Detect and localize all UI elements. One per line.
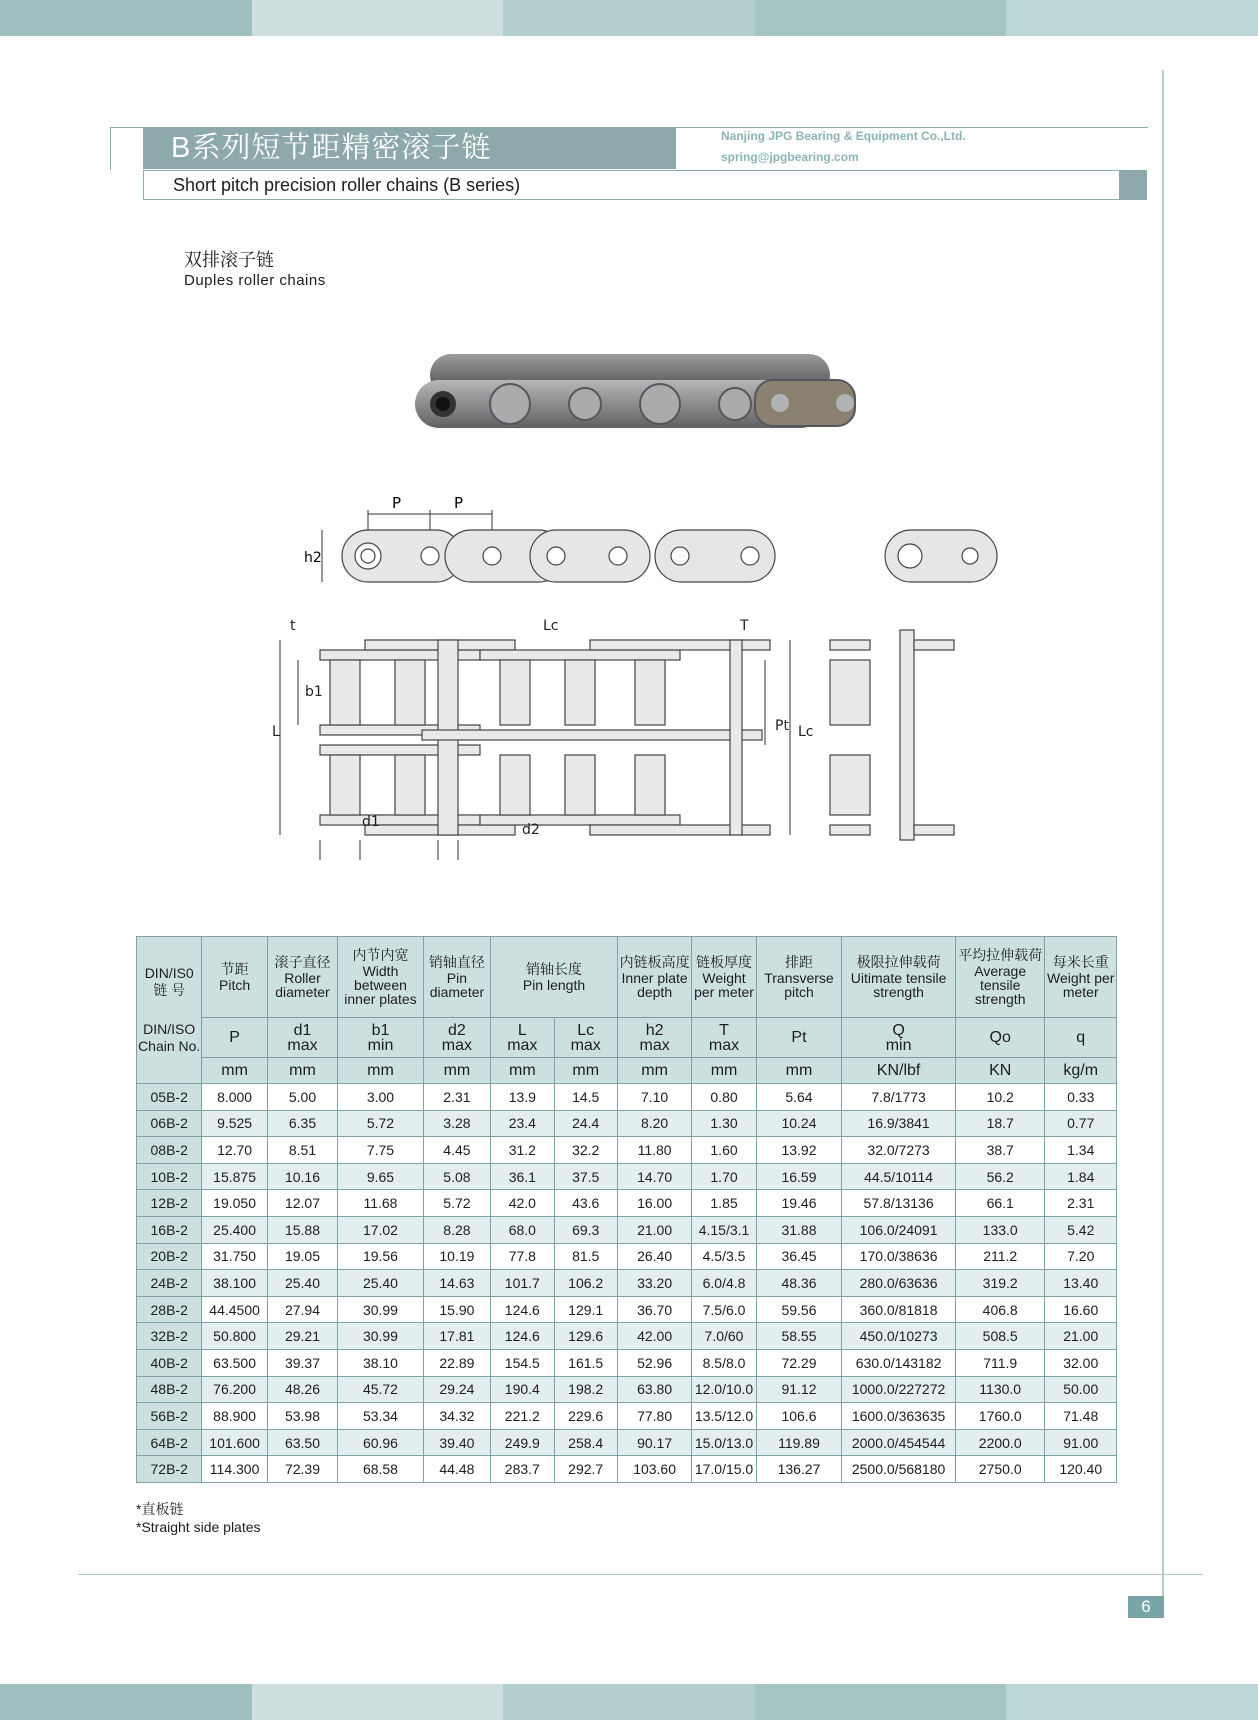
- label-L: L: [272, 724, 280, 740]
- table-cell: 31.88: [756, 1216, 842, 1243]
- chain-number-cell: 10B-2: [137, 1163, 202, 1190]
- table-cell: 124.6: [491, 1323, 554, 1350]
- col-plate-depth-header: 内链板高度 Inner plate depth: [617, 937, 691, 1018]
- table-cell: 72.29: [756, 1349, 842, 1376]
- chain-number-cell: 64B-2: [137, 1429, 202, 1456]
- table-cell: 48.36: [756, 1270, 842, 1297]
- table-cell: 63.500: [202, 1349, 267, 1376]
- label-Lc-side: Lc: [798, 724, 814, 740]
- table-cell: 10.19: [423, 1243, 490, 1270]
- table-cell: 42.00: [617, 1323, 691, 1350]
- table-cell: 7.20: [1045, 1243, 1117, 1270]
- table-cell: 7.0/60: [692, 1323, 756, 1350]
- table-cell: 58.55: [756, 1323, 842, 1350]
- table-cell: 77.8: [491, 1243, 554, 1270]
- table-cell: 508.5: [955, 1323, 1045, 1350]
- table-cell: 114.300: [202, 1456, 267, 1483]
- table-row: [137, 1243, 1117, 1270]
- label-d1: d1: [362, 814, 380, 830]
- table-cell: 68.58: [338, 1456, 424, 1483]
- table-cell: 450.0/10273: [842, 1323, 956, 1350]
- table-cell: 25.400: [202, 1216, 267, 1243]
- table-cell: 106.6: [756, 1403, 842, 1430]
- table-cell: 11.68: [338, 1190, 424, 1217]
- table-cell: 66.1: [955, 1190, 1045, 1217]
- table-cell: 32.0/7273: [842, 1137, 956, 1164]
- table-cell: 8.28: [423, 1216, 490, 1243]
- table-cell: 24.4: [554, 1110, 617, 1137]
- table-cell: 258.4: [554, 1429, 617, 1456]
- table-cell: 31.750: [202, 1243, 267, 1270]
- page-title-en: Short pitch precision roller chains (B series): [143, 170, 1147, 200]
- table-cell: 42.0: [491, 1190, 554, 1217]
- table-cell: 1.30: [692, 1110, 756, 1137]
- table-cell: 1600.0/363635: [842, 1403, 956, 1430]
- table-cell: 221.2: [491, 1403, 554, 1430]
- table-cell: 6.0/4.8: [692, 1270, 756, 1297]
- duplex-chain-photo: [410, 340, 870, 470]
- table-cell: 11.80: [617, 1137, 691, 1164]
- table-cell: 44.5/10114: [842, 1163, 956, 1190]
- footnote-cn: *直板链: [136, 1501, 184, 1517]
- table-cell: 406.8: [955, 1296, 1045, 1323]
- table-cell: 36.70: [617, 1296, 691, 1323]
- section-title-en: Duples roller chains: [184, 272, 326, 289]
- table-row: [137, 1349, 1117, 1376]
- table-cell: 13.40: [1045, 1270, 1117, 1297]
- table-cell: 1.84: [1045, 1163, 1117, 1190]
- col-ultimate-header: 极限拉伸载荷 Uitimate tensile strength: [842, 937, 956, 1018]
- table-cell: 129.6: [554, 1323, 617, 1350]
- table-cell: 63.50: [267, 1429, 337, 1456]
- bottom-color-band: [0, 1684, 1258, 1720]
- table-cell: 1.34: [1045, 1137, 1117, 1164]
- table-cell: 13.92: [756, 1137, 842, 1164]
- table-cell: 57.8/13136: [842, 1190, 956, 1217]
- table-cell: 136.27: [756, 1456, 842, 1483]
- table-cell: 283.7: [491, 1456, 554, 1483]
- col-pin-length-header: 销轴长度 Pin length: [491, 937, 618, 1018]
- table-cell: 3.28: [423, 1110, 490, 1137]
- table-cell: 27.94: [267, 1296, 337, 1323]
- label-h2: h2: [304, 550, 322, 566]
- col-pin-dia-header: 销轴直径 Pin diameter: [423, 937, 490, 1018]
- table-cell: 12.07: [267, 1190, 337, 1217]
- table-cell: 190.4: [491, 1376, 554, 1403]
- table-cell: 8.20: [617, 1110, 691, 1137]
- label-Pt: Pt: [775, 718, 789, 734]
- col-transverse-header: 排距 Transverse pitch: [756, 937, 842, 1018]
- table-cell: 50.800: [202, 1323, 267, 1350]
- col-width-header: 内节内宽 Width between inner plates: [338, 937, 424, 1018]
- col-weight-header: 每米长重 Weight per meter: [1045, 937, 1117, 1018]
- label-t: t: [290, 618, 296, 634]
- table-cell: 13.9: [491, 1084, 554, 1111]
- table-cell: 211.2: [955, 1243, 1045, 1270]
- table-cell: 16.00: [617, 1190, 691, 1217]
- table-cell: 101.7: [491, 1270, 554, 1297]
- table-cell: 161.5: [554, 1349, 617, 1376]
- table-cell: 360.0/81818: [842, 1296, 956, 1323]
- table-cell: 44.48: [423, 1456, 490, 1483]
- chain-number-cell: 56B-2: [137, 1403, 202, 1430]
- col-roller-header: 滚子直径 Roller diameter: [267, 937, 337, 1018]
- table-cell: 14.63: [423, 1270, 490, 1297]
- table-cell: 59.56: [756, 1296, 842, 1323]
- right-margin-rule: [1162, 70, 1164, 1610]
- table-cell: 16.60: [1045, 1296, 1117, 1323]
- table-cell: 32.2: [554, 1137, 617, 1164]
- table-cell: 14.70: [617, 1163, 691, 1190]
- table-cell: 120.40: [1045, 1456, 1117, 1483]
- table-cell: 26.40: [617, 1243, 691, 1270]
- table-cell: 1.85: [692, 1190, 756, 1217]
- table-cell: 0.77: [1045, 1110, 1117, 1137]
- table-cell: 2000.0/454544: [842, 1429, 956, 1456]
- chain-number-cell: 40B-2: [137, 1349, 202, 1376]
- table-cell: 34.32: [423, 1403, 490, 1430]
- table-cell: 56.2: [955, 1163, 1045, 1190]
- table-cell: 0.80: [692, 1084, 756, 1111]
- page-number: 6: [1128, 1596, 1164, 1618]
- table-cell: 77.80: [617, 1403, 691, 1430]
- table-row: [137, 1323, 1117, 1350]
- table-cell: 5.64: [756, 1084, 842, 1111]
- table-cell: 106.0/24091: [842, 1216, 956, 1243]
- table-cell: 22.89: [423, 1349, 490, 1376]
- table-cell: 50.00: [1045, 1376, 1117, 1403]
- table-cell: 69.3: [554, 1216, 617, 1243]
- page-title-cn: B系列短节距精密滚子链: [143, 127, 676, 169]
- table-cell: 5.08: [423, 1163, 490, 1190]
- table-cell: 91.12: [756, 1376, 842, 1403]
- table-cell: 1.70: [692, 1163, 756, 1190]
- table-header-row-symbols: P d1 max b1 min d2 max L max Lc max h2 max T max Pt Q min Qo q: [137, 1018, 1117, 1058]
- table-cell: 1000.0/227272: [842, 1376, 956, 1403]
- table-cell: 1760.0: [955, 1403, 1045, 1430]
- table-cell: 23.4: [491, 1110, 554, 1137]
- table-cell: 52.96: [617, 1349, 691, 1376]
- table-cell: 198.2: [554, 1376, 617, 1403]
- chain-spec-table: [136, 936, 1117, 1483]
- table-row: [137, 1163, 1117, 1190]
- table-cell: 36.1: [491, 1163, 554, 1190]
- table-cell: 15.0/13.0: [692, 1429, 756, 1456]
- table-cell: 19.050: [202, 1190, 267, 1217]
- label-T: T: [740, 618, 749, 634]
- table-cell: 5.72: [338, 1110, 424, 1137]
- table-cell: 8.51: [267, 1137, 337, 1164]
- table-cell: 71.48: [1045, 1403, 1117, 1430]
- table-cell: 17.81: [423, 1323, 490, 1350]
- table-cell: 1.60: [692, 1137, 756, 1164]
- table-cell: 53.34: [338, 1403, 424, 1430]
- table-row: [137, 1110, 1117, 1137]
- table-cell: 5.72: [423, 1190, 490, 1217]
- table-cell: 133.0: [955, 1216, 1045, 1243]
- label-Lc-top: Lc: [543, 618, 559, 634]
- footnote-en: *Straight side plates: [136, 1519, 261, 1535]
- table-cell: 124.6: [491, 1296, 554, 1323]
- table-row: [137, 1137, 1117, 1164]
- table-cell: 48.26: [267, 1376, 337, 1403]
- col-pitch-header: 节距 Pitch: [202, 937, 267, 1018]
- table-cell: 2.31: [423, 1084, 490, 1111]
- table-cell: 17.02: [338, 1216, 424, 1243]
- table-cell: 90.17: [617, 1429, 691, 1456]
- table-cell: 7.10: [617, 1084, 691, 1111]
- table-cell: 44.4500: [202, 1296, 267, 1323]
- table-cell: 17.0/15.0: [692, 1456, 756, 1483]
- table-cell: 2200.0: [955, 1429, 1045, 1456]
- table-cell: 9.525: [202, 1110, 267, 1137]
- table-cell: 15.88: [267, 1216, 337, 1243]
- header-accent-block: [1119, 170, 1147, 200]
- table-cell: 2.31: [1045, 1190, 1117, 1217]
- table-cell: 280.0/63636: [842, 1270, 956, 1297]
- table-cell: 6.35: [267, 1110, 337, 1137]
- table-header-row-names: [137, 937, 1117, 1018]
- label-P-1: P: [392, 494, 402, 512]
- table-cell: 711.9: [955, 1349, 1045, 1376]
- table-cell: 30.99: [338, 1296, 424, 1323]
- chain-number-cell: 24B-2: [137, 1270, 202, 1297]
- table-cell: 39.37: [267, 1349, 337, 1376]
- table-row: [137, 1429, 1117, 1456]
- section-title-cn: 双排滚子链: [184, 250, 274, 270]
- table-cell: 13.5/12.0: [692, 1403, 756, 1430]
- table-body: [137, 1084, 1117, 1483]
- table-cell: 53.98: [267, 1403, 337, 1430]
- table-cell: 249.9: [491, 1429, 554, 1456]
- chain-number-cell: 08B-2: [137, 1137, 202, 1164]
- table-cell: 5.42: [1045, 1216, 1117, 1243]
- table-cell: 31.2: [491, 1137, 554, 1164]
- table-cell: 60.96: [338, 1429, 424, 1456]
- table-cell: 129.1: [554, 1296, 617, 1323]
- table-cell: 4.45: [423, 1137, 490, 1164]
- table-cell: 170.0/38636: [842, 1243, 956, 1270]
- table-cell: 16.9/3841: [842, 1110, 956, 1137]
- table-cell: 68.0: [491, 1216, 554, 1243]
- label-P-2: P: [454, 494, 464, 512]
- table-cell: 154.5: [491, 1349, 554, 1376]
- table-header-row-units: mm mm mm mm mm mm mm mm mm KN/lbf KN kg/m: [137, 1058, 1117, 1084]
- chain-number-cell: 72B-2: [137, 1456, 202, 1483]
- chain-number-cell: 16B-2: [137, 1216, 202, 1243]
- table-cell: 38.7: [955, 1137, 1045, 1164]
- company-email: spring@jpgbearing.com: [721, 150, 859, 164]
- table-cell: 91.00: [1045, 1429, 1117, 1456]
- table-cell: 81.5: [554, 1243, 617, 1270]
- chain-number-cell: 28B-2: [137, 1296, 202, 1323]
- table-cell: 12.70: [202, 1137, 267, 1164]
- table-cell: 29.21: [267, 1323, 337, 1350]
- chain-number-cell: 32B-2: [137, 1323, 202, 1350]
- table-cell: 7.5/6.0: [692, 1296, 756, 1323]
- table-cell: 319.2: [955, 1270, 1045, 1297]
- table-cell: 29.24: [423, 1376, 490, 1403]
- table-cell: 101.600: [202, 1429, 267, 1456]
- table-row: [137, 1270, 1117, 1297]
- table-cell: 630.0/143182: [842, 1349, 956, 1376]
- table-cell: 45.72: [338, 1376, 424, 1403]
- table-cell: 72.39: [267, 1456, 337, 1483]
- col-average-header: 平均拉伸载荷 Average tensile strength: [955, 937, 1045, 1018]
- label-b1: b1: [305, 684, 323, 700]
- table-row: [137, 1376, 1117, 1403]
- table-cell: 5.00: [267, 1084, 337, 1111]
- chain-number-cell: 48B-2: [137, 1376, 202, 1403]
- table-cell: 7.75: [338, 1137, 424, 1164]
- table-cell: 32.00: [1045, 1349, 1117, 1376]
- table-cell: 21.00: [1045, 1323, 1117, 1350]
- table-cell: 16.59: [756, 1163, 842, 1190]
- table-cell: 25.40: [338, 1270, 424, 1297]
- table-cell: 19.56: [338, 1243, 424, 1270]
- table-cell: 229.6: [554, 1403, 617, 1430]
- table-cell: 10.24: [756, 1110, 842, 1137]
- col-chain-no-header: DIN/IS0 链 号 DIN/ISO Chain No.: [137, 937, 202, 1084]
- table-cell: 76.200: [202, 1376, 267, 1403]
- table-cell: 12.0/10.0: [692, 1376, 756, 1403]
- table-cell: 10.2: [955, 1084, 1045, 1111]
- table-row: [137, 1216, 1117, 1243]
- table-cell: 2500.0/568180: [842, 1456, 956, 1483]
- table-cell: 30.99: [338, 1323, 424, 1350]
- table-cell: 10.16: [267, 1163, 337, 1190]
- table-row: [137, 1296, 1117, 1323]
- table-cell: 19.46: [756, 1190, 842, 1217]
- chain-number-cell: 12B-2: [137, 1190, 202, 1217]
- table-cell: 8.000: [202, 1084, 267, 1111]
- table-cell: 43.6: [554, 1190, 617, 1217]
- company-name: Nanjing JPG Bearing & Equipment Co.,Ltd.: [721, 129, 966, 143]
- table-cell: 88.900: [202, 1403, 267, 1430]
- table-cell: 39.40: [423, 1429, 490, 1456]
- label-d2: d2: [522, 822, 540, 838]
- table-cell: 1130.0: [955, 1376, 1045, 1403]
- table-cell: 15.875: [202, 1163, 267, 1190]
- footnote: [136, 1500, 261, 1536]
- table-cell: 8.5/8.0: [692, 1349, 756, 1376]
- table-cell: 63.80: [617, 1376, 691, 1403]
- table-cell: 15.90: [423, 1296, 490, 1323]
- table-cell: 14.5: [554, 1084, 617, 1111]
- table-cell: 292.7: [554, 1456, 617, 1483]
- table-cell: 9.65: [338, 1163, 424, 1190]
- table-cell: 18.7: [955, 1110, 1045, 1137]
- table-cell: 33.20: [617, 1270, 691, 1297]
- chain-number-cell: 05B-2: [137, 1084, 202, 1111]
- table-cell: 36.45: [756, 1243, 842, 1270]
- table-cell: 0.33: [1045, 1084, 1117, 1111]
- table-cell: 3.00: [338, 1084, 424, 1111]
- table-cell: 21.00: [617, 1216, 691, 1243]
- col-plate-thickness-header: 链板厚度 Weight per meter: [692, 937, 756, 1018]
- table-row: [137, 1084, 1117, 1111]
- table-cell: 4.15/3.1: [692, 1216, 756, 1243]
- table-cell: 4.5/3.5: [692, 1243, 756, 1270]
- table-row: [137, 1403, 1117, 1430]
- table-cell: 119.89: [756, 1429, 842, 1456]
- table-cell: 2750.0: [955, 1456, 1045, 1483]
- table-row: [137, 1190, 1117, 1217]
- table-cell: 37.5: [554, 1163, 617, 1190]
- table-cell: 19.05: [267, 1243, 337, 1270]
- top-color-band: [0, 0, 1258, 36]
- chain-number-cell: 06B-2: [137, 1110, 202, 1137]
- table-cell: 25.40: [267, 1270, 337, 1297]
- footer-rule: [78, 1574, 1203, 1575]
- table-cell: 38.100: [202, 1270, 267, 1297]
- table-cell: 7.8/1773: [842, 1084, 956, 1111]
- table-cell: 38.10: [338, 1349, 424, 1376]
- chain-number-cell: 20B-2: [137, 1243, 202, 1270]
- table-row: [137, 1456, 1117, 1483]
- table-cell: 106.2: [554, 1270, 617, 1297]
- table-cell: 103.60: [617, 1456, 691, 1483]
- chain-dimension-drawing: [260, 490, 1010, 860]
